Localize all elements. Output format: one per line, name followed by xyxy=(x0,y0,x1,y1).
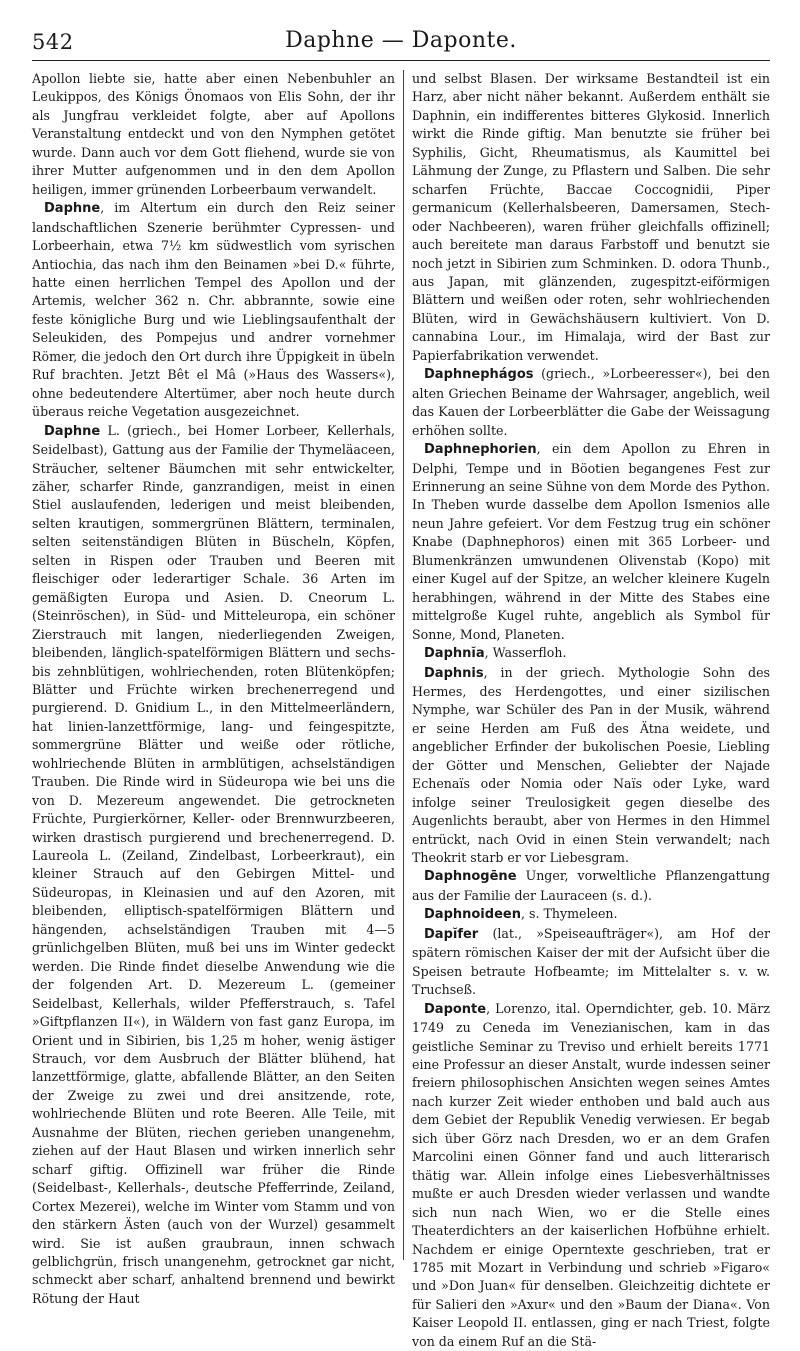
entry-daphnephagos xyxy=(412,365,770,440)
running-title: Daphne — Daponte. xyxy=(285,28,517,53)
page-header xyxy=(32,26,770,62)
entry-headword: Daphnephorien xyxy=(424,442,537,458)
entry-text: und selbst Blasen. Der wirksame Bestandteil ist ein Harz, aber nicht näher bekannt. Außerdem enthält sie Daphnin, ein indifferentes bitteres Glykosid. Innerlich wirkt die Rinde giftig. Man benutzte sie früher bei Syphilis, Gicht, Rheumatismus, als Kaumittel bei Lähmung der Zunge, zu Pflastern und Salben. Die sehr scharfen Früchte, Baccae Coccognidii, Piper germanicum (Kellerhalsbeeren, Damersamen, Stech- oder Nachbeeren), waren früher gleichfalls offizinell; auch bereitete man daraus Farbstoff und benutzt sie noch jetzt in Sibirien zum Schminken. D. odora Thunb., aus Japan, mit glänzenden, zugespitzt-eiförmigen Blättern und weißen oder roten, sehr wohlriechenden Blüten, wird in Gewächshäusern kultiviert. Von D. cannabina Lour., im Himalaja, wird der Bast zur Papierfabrikation verwendet. xyxy=(412,71,770,363)
entry-daphnia xyxy=(412,644,770,663)
entry-headword: Daphnĭa xyxy=(424,646,485,662)
entry-text: Unger, vorweltliche Pflanzengattung aus der Familie der Lauraceen (s. d.). xyxy=(412,868,770,903)
page-number: 542 xyxy=(32,30,74,54)
entry-headword: Daphnephágos xyxy=(424,367,534,383)
column-divider xyxy=(403,70,404,1260)
entry-text: (lat., »Speiseaufträger«), am Hof der spätern römischen Kaiser der mit der Aufsicht über die Speisen betraute Hofbeamte; im Mittelalter s. v. w. Truchseß. xyxy=(412,925,770,998)
entry-daphne-plant-continuation xyxy=(412,70,770,365)
entry-text: , in der griech. Mythologie Sohn des Hermes, des Herdengottes, und einer sizilischen Nymphe, war Schüler des Pan in der Musik, während er seine Herden am Fuß des Ätna weidete, und angeblicher Erfinder der bukolischen Poesie, Liebling der Götter und Menschen, Geliebter der Najade Echenaïs oder Nomia oder Naïs oder Lyke, ward infolge seiner Treulosigkeit gegen dieselbe des Augenlichts beraubt, aber von Hermes in den Himmel entrückt, nach Ovid in einen Stein verwandelt; nach Theokrit starb er vor Liebesgram. xyxy=(412,664,770,866)
entry-text: Apollon liebte sie, hatte aber einen Nebenbuhler an Leukippos, des Königs Önomaos von Elis Sohn, der ihr als Jungfrau verkleidet folgte, aber auf Apollons Veranstaltung entdeckt und von den Nymphen getötet wurde. Dann auch vor dem Gott fliehend, wurde sie von ihrer Mutter aufgenommen und in den dem Apollon heiligen, immer grünenden Lorbeerbaum verwandelt. xyxy=(32,71,395,197)
entry-text: L. (griech., bei Homer Lorbeer, Kellerhals, Seidelbast), Gattung aus der Familie der Thymeläaceen, Sträucher, seltener Bäumchen mit sehr entwickelter, zäher, scharfer Rinde, ganzrandigen, meist in einen Stiel auslaufenden, lederigen und meist bleibenden, selten krautigen, sommergrünen Blättern, terminalen, selten seitenständigen Blüten in Büscheln, Köpfen, selten in Rispen oder Trauben und Beeren mit fleischiger oder lederartiger Schale. 36 Arten im gemäßigten Europa und Asien. D. Cneorum L. (Steinröschen), in Süd- und Mitteleuropa, ein schöner Zierstrauch mit langen, niederliegenden Zweigen, bleibenden, länglich-spatelförmigen Blättern und sechs- bis zehnblütigen, wohlriechenden, roten Blütenköpfen; Blätter und Früchte wirken brechenerregend und purgierend. D. Gnidium L., in den Mittelmeerländern, hat linien-lanzettförmige, lang- und feingespitzte, sommergrüne Blätter und weiße oder rötliche, wohlriechende Blüten in armblütigen, achselständigen Trauben. Die Rinde wird in Südeuropa wie bei uns die von D. Mezereum angewendet. Die getrockneten Früchte, Purgierkörner, Keller- oder Brennwurzbeeren, wirken drastisch purgierend und brechenerregend. D. Laureola L. (Zeiland, Zindelbast, Lorbeerkraut), ein kleiner Strauch auf den Gebirgen Mittel- und Südeuropas, in Kleinasien und auf den Azoren, mit bleibenden, elliptisch-spatelförmigen Blättern und hängenden, achselständigen Trauben mit 4—5 grünlichgelben Blüten, muß bei uns im Winter gedeckt werden. Die Rinde findet dieselbe Anwendung wie die der folgenden Art. D. Mezereum L. (gemeiner Seidelbast, Kellerhals, wilder Pfefferstrauch, s. Tafel »Giftpflanzen II«), in Wäldern von fast ganz Europa, im Orient und in Sibirien, bis 1,25 m hoher, wenig ästiger Strauch, vor dem Ausbruch der Blätter blühend, hat lanzettförmige, glatte, abfallende Blätter, an den Seiten der Zweige zu zwei und drei ansitzende, rote, wohlriechende Blüten und rote Beeren. Alle Teile, mit Ausnahme der Blüten, riechen gerieben unangenehm, ziehen auf der Haut Blasen und wirken innerlich sehr scharf giftig. Offizinell war früher die Rinde (Seidelbast-, Kellerhals-, deutsche Pfefferrinde, Zeiland, Cortex Mezerei), welche im Winter vom Stamm und von den stärkern Ästen (auch von der Wurzel) gesammelt wird. Sie ist außen graubraun, innen schwach gelblichgrün, frisch unangenehm, getrocknet gar nicht, schmeckt aber scharf, anhaltend brennend und bewirkt Rötung der Haut xyxy=(32,422,395,1306)
entry-daphnoideen xyxy=(412,905,770,924)
entry-text: (griech., »Lorbeeresser«), bei den alten Griechen Beiname der Wahrsager, angeblich, weil das Kauen der Lorbeerblätter die Gabe der Weissagung erhöhen sollte. xyxy=(412,366,770,438)
entry-text: , im Altertum ein durch den Reiz seiner landschaftlichen Szenerie berühmter Cypressen- und Lorbeerhain, etwa 7½ km südwestlich vom syrischen Antiochia, das nach ihm den Beinamen »bei D.« führte, hatte einen herrlichen Tempel des Apollon und der Artemis, welcher 362 n. Chr. abbrannte, sowie eine feste königliche Burg und wie Lieblingsaufenthalt der Seleukiden, des Pompejus und andrer vornehmer Römer, die jedoch den Ort durch ihre Üppigkeit in übeln Ruf brachten. Jetzt Bêt el Mâ (»Haus des Wassers«), ohne bedeutendere Altertümer, aber noch heute durch überaus reiche Vegetation ausgezeichnet. xyxy=(32,200,395,420)
entry-dapifer xyxy=(412,925,770,1000)
entry-headword: Dapĭfer xyxy=(424,926,479,942)
entry-daphnephorien xyxy=(412,440,770,644)
entry-text: , Wasserfloh. xyxy=(484,645,567,661)
entry-text: , Lorenzo, ital. Operndichter, geb. 10. März 1749 zu Ceneda im Venezianischen, kam in das geistliche Seminar zu Treviso und erhielt bereits 1771 eine Professur an dieser Anstalt, wurde indessen seiner freiern philosophischen Ansichten wegen seines Amtes nach kurzer Zeit wieder enthoben und bald auch aus dem Gebiet der Republik Venedig verwiesen. Er begab sich über Görz nach Dresden, wo er an dem Grafen Marcolini einen Gönner fand und auch litterarisch thätig war. Allein infolge eines Liebesverhältnisses mußte er auch Dresden wieder verlassen und wandte sich nun nach Wien, wo er die Stelle eines Theaterdichters an der kaiserlichen Hofbühne erhielt. Nachdem er einige Operntexte geschrieben, trat er 1785 mit Mozart in Verbindung und schrieb »Figaro« und »Don Juan« für denselben. Gleichzeitig dichtete er für Salieri den »Axur« und den »Baum der Diana«. Von Kaiser Leopold II. entlassen, ging er nach Triest, folgte von da einem Ruf an die Stä- xyxy=(412,1000,770,1349)
entry-daphne-place xyxy=(32,199,395,421)
entry-daphne-plant xyxy=(32,422,395,1309)
right-column xyxy=(412,70,770,1351)
header-rule xyxy=(32,60,770,61)
entry-daphnogene xyxy=(412,867,770,905)
entry-text: , ein dem Apollon zu Ehren in Delphi, Tempe und in Böotien begangenes Fest zur Erinnerung an seine Sühne von dem Morde des Python. In Theben wurde dasselbe dem Apollon Ismenios alle neun Jahre gefeiert. Vor dem Festzug trug ein schöner Knabe (Daphnephoros) einen mit 365 Lorbeer- und Blumenkränzen umwundenen Olivenstab (Kopo) mit einer Kugel auf der Spitze, an welcher kleinere Kugeln herabhingen, während in der Mitte des Stabes eine mittelgroße Kugel ruhte, angeblich als Symbol für Sonne, Mond, Planeten. xyxy=(412,441,770,642)
entry-headword: Daphnis xyxy=(424,665,484,681)
entry-text: , s. Thymeleen. xyxy=(520,906,618,922)
entry-headword: Daphne xyxy=(44,201,101,217)
entry-headword: Daphnogēne xyxy=(424,869,517,885)
entry-daponte xyxy=(412,1000,770,1351)
entry-apollon-continuation xyxy=(32,70,395,199)
left-column xyxy=(32,70,395,1308)
entry-daphnis xyxy=(412,664,770,868)
entry-headword: Daphnoideen xyxy=(424,907,521,923)
entry-headword: Daponte xyxy=(424,1001,487,1017)
entry-headword: Daphne xyxy=(44,423,101,439)
